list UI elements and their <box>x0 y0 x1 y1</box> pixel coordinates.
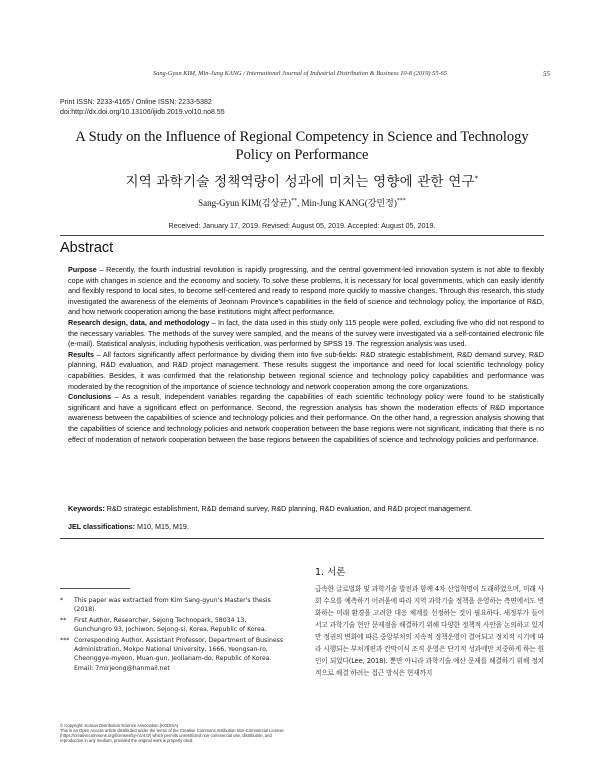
abstract-purpose <box>68 265 544 318</box>
footnotes <box>60 596 286 674</box>
issn-line: Print ISSN: 2233-4165 / Online ISSN: 2233-5382 <box>60 99 212 106</box>
conclusions-text: – As a result, independent variables regarding the capabilities of each scientific technology policy were found to be statistically significant and have a significant effect on performance. Second, the regression analysis has shown the moderation effects of R&D importance awareness between the capabilities of science and technology policies and their performance. On the other hand, a regression analysis showing that the capabilities of science and technology policies and network cooperation between the base regions were not significant, indicating that there is no effect of moderation of network cooperation between the base regions between the capabilities of science and technology policies and performance. <box>68 392 544 444</box>
footnote-item <box>60 636 286 674</box>
abstract-body <box>68 265 544 445</box>
title-english: A Study on the Influence of Regional Competency in Science and Technology Policy on Performance <box>75 129 529 163</box>
doi-line: doi:http://dx.doi.org/10.13106/ijidb.2019.vol10.no8.55 <box>60 108 225 116</box>
jel-classifications <box>68 522 544 533</box>
footnote-item <box>60 596 286 615</box>
section-body-text: 급속한 글로벌화 및 과학기술 발전과 함께 4차 산업혁명이 도래하였으며, 미래 사회 수요를 예측하기 어려움에 따라 지역 과학기술 정책을 운영하는 측면에서도 변화하는 미래 환경을 고려한 대응 체계를 선정하는 것이 필요하다. 새정부가 들어서고 과학기술 현안 문제점을 해결하기 위해 다양한 정책적 사안을 논의하고 있지만 정권의 변화에 따른 중앙부처의 지속적 정책운영이 결여되고 정치적 시기에 따라 시행되는 부처개편과 칸막이식 조직 운영은 단기적 성과에만 치중하게 하는 원인이 되었다(Lee, 2018). 뿐만 아니라 과학기술 예산 문제를 해결하기 위해 정치적으로 해결 하려는 접근 방식은 현재까지 <box>315 585 544 677</box>
jel-label: JEL classifications: <box>68 522 135 531</box>
page-number: 55 <box>543 70 550 78</box>
footnote-text: First Author, Researcher, Sejong Technopark, 58034 13, Gunchungro 93, Jochiwon, Sejong-si, Korea, Republic of Korea. <box>74 616 267 634</box>
title-footnote-mark: * <box>474 174 479 183</box>
purpose-label: Purpose <box>68 265 97 274</box>
purpose-text: – Recently, the fourth industrial revolution is rapidly progressing, and the central government-led innovation system is not able to flexibly cope with changes in science and the economy and society. To solve these problems, it is necessary for local governments, which can easily identify and flexibly respond to local sites, to become self-centered and ready to respond more quickly to massive changes. Through this research, this study investigated the awareness of the elements of Jeonnam Province's capabilities in the field of science and technology policy, the importance of R&D, and how network cooperation among the base institutions might affect performance. <box>68 265 544 317</box>
results-label: Results <box>68 349 94 359</box>
footnote-text: This paper was extracted from Kim Sang-gyun's Master's thesis (2018). <box>74 597 271 614</box>
abstract-top-rule <box>60 235 544 236</box>
title-korean-text: 지역 과학기술 정책역량이 성과에 미치는 영향에 관한 연구 <box>125 174 475 190</box>
footnote-mark: * <box>60 597 64 604</box>
abstract-conclusions <box>68 392 544 445</box>
footnote-item <box>60 616 286 635</box>
footnote-mark: ** <box>60 616 67 624</box>
abstract-bottom-rule <box>60 538 544 539</box>
author-1: Sang-Gyun KIM(김상균) <box>198 198 291 208</box>
title-korean <box>60 170 544 190</box>
conclusions-label: Conclusions <box>68 392 112 402</box>
author-2-mark: *** <box>396 198 406 204</box>
keywords-label: Keywords: <box>68 504 105 513</box>
design-text: – In fact, the data used in this study only 115 people were polled, excluding five who did not respond to the necessary variables. The methods of the survey were sampled, and the means of the survey were investigated via a self-contained electronic file (e-mail). Statistical analysis, including hypothesis verification, was performed by SPSS 19. The regression analysis was used. <box>68 317 544 349</box>
issn-block <box>60 98 225 117</box>
footnote-text: Corresponding Author, Assistant Professor, Department of Business Administration, Mokpo National University, 1666, Yeongsan-ro, Cheonggye-myeon, Muan-gun, Jeollanam-do, Republic of Korea. Email: 7mirjeong@hanmail.net <box>74 636 284 672</box>
keywords-text: R&D strategic establishment, R&D demand survey, R&D planning, R&D evaluation, and R&D project management. <box>104 504 473 513</box>
keywords <box>68 504 544 515</box>
abstract-results <box>68 350 544 392</box>
author-2: Min-Jung KANG(강민정) <box>301 198 397 208</box>
section-heading-introduction: 1. 서론 <box>315 567 346 578</box>
design-label: Research design, data, and methodology <box>68 317 210 327</box>
running-header: Sang-Gyun KIM, Min-Jung KANG / International Journal of Industrial Distribution & Business 10-8 (2019) 55-65 <box>152 70 448 77</box>
results-text: – All factors significantly affect performance by dividing them into five sub-fields: R&D strategic establishment, R&D demand survey, R&D planning, R&D evaluation, and R&D project management. These results suggest the importance and need for local scientific technology policy capabilities. Besides, it was confirmed that the relationship between regional science and technology policy capabilities and performance was moderated by the recognition of the importance of science technology and network cooperation among the core organizations. <box>68 349 544 391</box>
footnote-mark: *** <box>60 636 70 644</box>
jel-text: M10, M15, M19. <box>134 522 189 531</box>
license-notice <box>60 723 286 743</box>
abstract-heading: Abstract <box>60 240 114 256</box>
copyright-line: © Copyright: Korean Distribution Science Association (KODISA) <box>60 723 179 728</box>
license-text: This is an Open Access article distributed under the terms of the Creative Commons Attribution Non-Commercial License (https://creativecommons.org/licenses/by-nc/4.0/) which permits unrestricted non-commercial use, distribution, and reproduction in any medium, provided the original work is properly cited. <box>60 728 284 743</box>
received-dates: Received: January 17, 2019. Revised: August 05, 2019. Accepted: August 05, 2019. <box>168 221 436 230</box>
footnote-rule <box>60 588 130 589</box>
author-line: Sang-Gyun KIM(김상균)**, Min-Jung KANG(강민정)*** <box>198 198 406 208</box>
author-1-mark: ** <box>291 198 297 204</box>
abstract-design <box>68 318 544 350</box>
